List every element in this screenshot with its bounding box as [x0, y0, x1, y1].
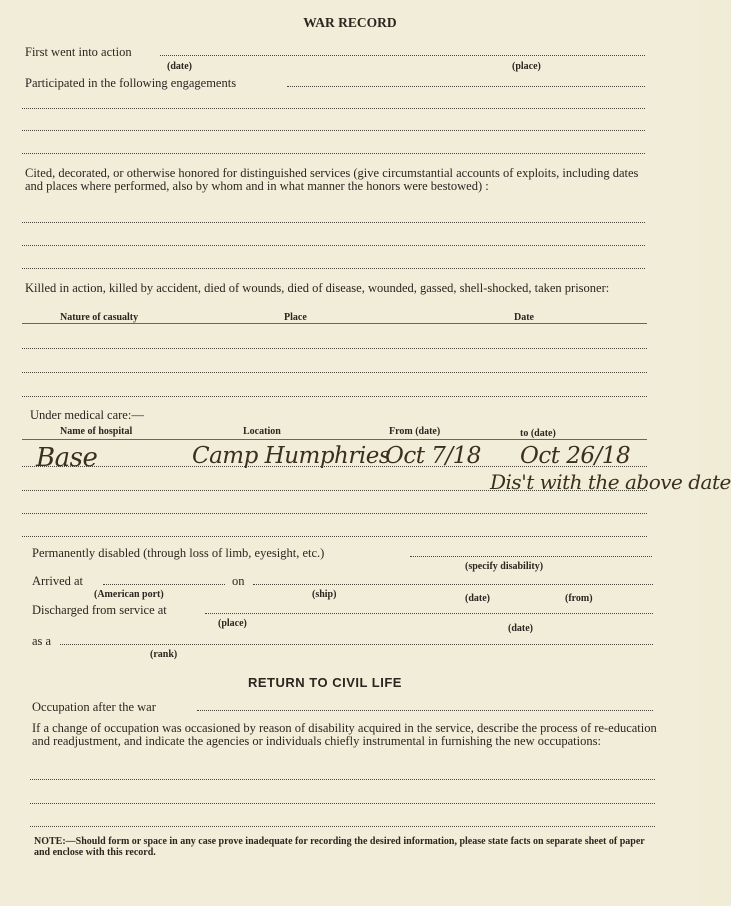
as-a-field[interactable]: [60, 644, 653, 645]
as-a-rank-caption: (rank): [150, 649, 178, 660]
engagements-field-4[interactable]: [22, 153, 645, 154]
occupation-label: Occupation after the war: [32, 700, 156, 714]
medical-label: Under medical care:—: [30, 408, 144, 422]
first-action-label: First went into action: [25, 45, 132, 59]
arrived-port-caption: (American port): [94, 589, 164, 600]
medical-from-entry: Oct 7/18: [385, 443, 481, 469]
arrived-date-caption: (date): [465, 593, 490, 604]
discharged-field[interactable]: [205, 613, 653, 614]
occupation-field[interactable]: [197, 710, 653, 711]
cited-instructions: Cited, decorated, or otherwise honored for distinguished services (give circumstantial accounts of exploits, including dates and places where performed, also by whom and in what manner the honors were bestowed) :: [25, 166, 639, 193]
first-action-date-caption: (date): [167, 61, 192, 72]
occupation-change-field-2[interactable]: [30, 803, 655, 804]
medical-field-3[interactable]: [22, 490, 647, 491]
arrived-label: Arrived at: [32, 574, 84, 588]
medical-col-location: Location: [243, 426, 281, 437]
medical-location-entry: Camp Humphries: [192, 443, 391, 469]
medical-note-entry: Dis't with the above date: [490, 470, 731, 494]
form-title: WAR RECORD: [303, 15, 397, 30]
arrived-ship-caption: (ship): [312, 589, 337, 600]
disabled-caption: (specify disability): [465, 561, 544, 572]
arrived-from-caption: (from): [565, 593, 593, 604]
casualty-instructions: Killed in action, killed by accident, died of wounds, died of disease, wounded, gassed, shell-shocked, taken prisoner:: [25, 281, 610, 295]
engagements-field-1[interactable]: [287, 86, 645, 87]
casualty-field-1[interactable]: [22, 323, 647, 324]
arrived-ship-field[interactable]: [253, 584, 653, 585]
disabled-label: Permanently disabled (through loss of limb, eyesight, etc.): [32, 546, 325, 560]
medical-col-to: to (date): [520, 428, 556, 439]
arrived-port-field[interactable]: [103, 584, 225, 585]
cited-field-2[interactable]: [22, 245, 645, 246]
first-action-field[interactable]: [160, 55, 645, 56]
occupation-change-instructions: If a change of occupation was occasioned by reason of disability acquired in the service, describe the process of re-education and readjustment, and indicate the agencies or individuals chiefly instrumental in furnishing the new occupations:: [32, 721, 657, 748]
disabled-field[interactable]: [410, 556, 652, 557]
casualty-field-4[interactable]: [22, 396, 647, 397]
casualty-col-place: Place: [284, 312, 307, 323]
first-action-place-caption: (place): [512, 61, 541, 72]
casualty-field-2[interactable]: [22, 348, 647, 349]
discharged-place-caption: (place): [218, 618, 247, 629]
arrived-on-label: on: [232, 574, 245, 588]
casualty-field-3[interactable]: [22, 372, 647, 373]
cited-field-1[interactable]: [22, 222, 645, 223]
engagements-label: Participated in the following engagements: [25, 76, 237, 90]
casualty-col-date: Date: [514, 312, 534, 323]
medical-field-5[interactable]: [22, 536, 647, 537]
engagements-field-2[interactable]: [22, 108, 645, 109]
medical-field-1[interactable]: [22, 439, 647, 440]
medical-field-4[interactable]: [22, 513, 647, 514]
civil-life-heading: RETURN TO CIVIL LIFE: [248, 675, 402, 690]
medical-col-from: From (date): [389, 426, 441, 437]
medical-to-entry: Oct 26/18: [520, 443, 631, 469]
medical-hospital-entry: Base: [36, 443, 98, 473]
note-text: NOTE:—Should form or space in any case prove inadequate for recording the desired information, please state facts on separate sheet of paper and enclose with this record.: [34, 836, 645, 858]
casualty-col-nature: Nature of casualty: [60, 312, 139, 323]
medical-field-2[interactable]: [22, 466, 647, 467]
discharged-label: Discharged from service at: [32, 603, 167, 617]
medical-col-hospital: Name of hospital: [60, 426, 133, 437]
as-a-label: as a: [32, 634, 52, 648]
engagements-field-3[interactable]: [22, 130, 645, 131]
occupation-change-field-1[interactable]: [30, 779, 655, 780]
discharged-date-caption: (date): [508, 623, 533, 634]
occupation-change-field-3[interactable]: [30, 826, 655, 827]
cited-field-3[interactable]: [22, 268, 645, 269]
